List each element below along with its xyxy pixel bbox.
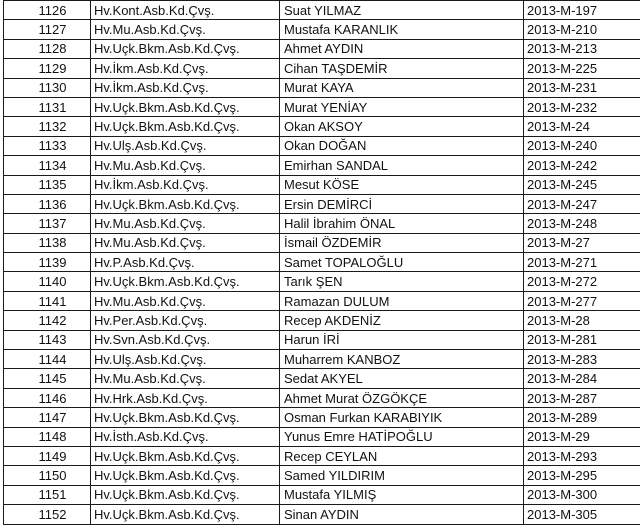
name-cell: Muharrem KANBOZ <box>280 350 524 369</box>
rank-cell: Hv.Uçk.Bkm.Asb.Kd.Çvş. <box>91 117 280 136</box>
row-number-cell: 1148 <box>4 427 91 446</box>
table-row <box>4 59 640 78</box>
registration-code-cell: 2013-M-293 <box>524 446 640 465</box>
personnel-table <box>3 0 640 525</box>
name-cell: Okan DOĞAN <box>280 136 524 155</box>
name-cell: Suat YILMAZ <box>280 1 524 20</box>
registration-code-cell: 2013-M-248 <box>524 214 640 233</box>
table-row <box>4 39 640 58</box>
rank-cell: Hv.İkm.Asb.Kd.Çvş. <box>91 78 280 97</box>
registration-code-cell: 2013-M-287 <box>524 388 640 407</box>
name-cell: Mesut KÖSE <box>280 175 524 194</box>
rank-cell: Hv.İkm.Asb.Kd.Çvş. <box>91 175 280 194</box>
table-row <box>4 1 640 20</box>
rank-cell: Hv.Uçk.Bkm.Asb.Kd.Çvş. <box>91 272 280 291</box>
name-cell: Okan AKSOY <box>280 117 524 136</box>
name-cell: Samed YILDIRIM <box>280 466 524 485</box>
name-cell: Ramazan DULUM <box>280 291 524 310</box>
table-row <box>4 78 640 97</box>
registration-code-cell: 2013-M-225 <box>524 59 640 78</box>
name-cell: Recep CEYLAN <box>280 446 524 465</box>
table-row <box>4 427 640 446</box>
row-number-cell: 1136 <box>4 194 91 213</box>
registration-code-cell: 2013-M-231 <box>524 78 640 97</box>
row-number-cell: 1150 <box>4 466 91 485</box>
registration-code-cell: 2013-M-271 <box>524 253 640 272</box>
rank-cell: Hv.Uçk.Bkm.Asb.Kd.Çvş. <box>91 466 280 485</box>
row-number-cell: 1133 <box>4 136 91 155</box>
registration-code-cell: 2013-M-29 <box>524 427 640 446</box>
name-cell: Osman Furkan KARABIYIK <box>280 408 524 427</box>
rank-cell: Hv.Uçk.Bkm.Asb.Kd.Çvş. <box>91 408 280 427</box>
table-row <box>4 175 640 194</box>
table-row <box>4 253 640 272</box>
row-number-cell: 1145 <box>4 369 91 388</box>
name-cell: Samet TOPALOĞLU <box>280 253 524 272</box>
table-row <box>4 466 640 485</box>
registration-code-cell: 2013-M-210 <box>524 20 640 39</box>
row-number-cell: 1134 <box>4 156 91 175</box>
rank-cell: Hv.Mu.Asb.Kd.Çvş. <box>91 156 280 175</box>
rank-cell: Hv.Uçk.Bkm.Asb.Kd.Çvş. <box>91 39 280 58</box>
name-cell: Emirhan SANDAL <box>280 156 524 175</box>
rank-cell: Hv.Mu.Asb.Kd.Çvş. <box>91 369 280 388</box>
table-row <box>4 136 640 155</box>
rank-cell: Hv.Uçk.Bkm.Asb.Kd.Çvş. <box>91 97 280 116</box>
registration-code-cell: 2013-M-277 <box>524 291 640 310</box>
table-row <box>4 272 640 291</box>
name-cell: Cihan TAŞDEMİR <box>280 59 524 78</box>
registration-code-cell: 2013-M-247 <box>524 194 640 213</box>
table-row <box>4 194 640 213</box>
name-cell: Ahmet Murat ÖZGÖKÇE <box>280 388 524 407</box>
rank-cell: Hv.Uçk.Bkm.Asb.Kd.Çvş. <box>91 505 280 524</box>
registration-code-cell: 2013-M-289 <box>524 408 640 427</box>
table-row <box>4 233 640 252</box>
table-row <box>4 97 640 116</box>
row-number-cell: 1132 <box>4 117 91 136</box>
row-number-cell: 1135 <box>4 175 91 194</box>
row-number-cell: 1144 <box>4 350 91 369</box>
rank-cell: Hv.Svn.Asb.Kd.Çvş. <box>91 330 280 349</box>
row-number-cell: 1131 <box>4 97 91 116</box>
rank-cell: Hv.Mu.Asb.Kd.Çvş. <box>91 291 280 310</box>
registration-code-cell: 2013-M-295 <box>524 466 640 485</box>
row-number-cell: 1141 <box>4 291 91 310</box>
table-row <box>4 388 640 407</box>
table-row <box>4 446 640 465</box>
row-number-cell: 1126 <box>4 1 91 20</box>
table-row <box>4 408 640 427</box>
table-row <box>4 369 640 388</box>
rank-cell: Hv.Ulş.Asb.Kd.Çvş. <box>91 350 280 369</box>
row-number-cell: 1143 <box>4 330 91 349</box>
rank-cell: Hv.Mu.Asb.Kd.Çvş. <box>91 214 280 233</box>
name-cell: Harun İRİ <box>280 330 524 349</box>
registration-code-cell: 2013-M-283 <box>524 350 640 369</box>
rank-cell: Hv.Ulş.Asb.Kd.Çvş. <box>91 136 280 155</box>
name-cell: Mustafa KARANLIK <box>280 20 524 39</box>
name-cell: Sedat AKYEL <box>280 369 524 388</box>
table-row <box>4 311 640 330</box>
row-number-cell: 1149 <box>4 446 91 465</box>
registration-code-cell: 2013-M-305 <box>524 505 640 524</box>
name-cell: Murat YENİAY <box>280 97 524 116</box>
name-cell: Halil İbrahim ÖNAL <box>280 214 524 233</box>
name-cell: Ersin DEMİRCİ <box>280 194 524 213</box>
name-cell: Mustafa YILMIŞ <box>280 485 524 504</box>
rank-cell: Hv.Uçk.Bkm.Asb.Kd.Çvş. <box>91 485 280 504</box>
rank-cell: Hv.Kont.Asb.Kd.Çvş. <box>91 1 280 20</box>
table-row <box>4 117 640 136</box>
rank-cell: Hv.Mu.Asb.Kd.Çvş. <box>91 20 280 39</box>
registration-code-cell: 2013-M-213 <box>524 39 640 58</box>
registration-code-cell: 2013-M-281 <box>524 330 640 349</box>
row-number-cell: 1147 <box>4 408 91 427</box>
rank-cell: Hv.Uçk.Bkm.Asb.Kd.Çvş. <box>91 194 280 213</box>
registration-code-cell: 2013-M-232 <box>524 97 640 116</box>
row-number-cell: 1139 <box>4 253 91 272</box>
name-cell: Sinan AYDIN <box>280 505 524 524</box>
row-number-cell: 1128 <box>4 39 91 58</box>
rank-cell: Hv.Uçk.Bkm.Asb.Kd.Çvş. <box>91 446 280 465</box>
row-number-cell: 1140 <box>4 272 91 291</box>
registration-code-cell: 2013-M-284 <box>524 369 640 388</box>
row-number-cell: 1146 <box>4 388 91 407</box>
row-number-cell: 1142 <box>4 311 91 330</box>
registration-code-cell: 2013-M-242 <box>524 156 640 175</box>
table-row <box>4 20 640 39</box>
row-number-cell: 1151 <box>4 485 91 504</box>
row-number-cell: 1152 <box>4 505 91 524</box>
personnel-table-body <box>4 1 640 525</box>
registration-code-cell: 2013-M-300 <box>524 485 640 504</box>
rank-cell: Hv.Mu.Asb.Kd.Çvş. <box>91 233 280 252</box>
registration-code-cell: 2013-M-240 <box>524 136 640 155</box>
registration-code-cell: 2013-M-28 <box>524 311 640 330</box>
registration-code-cell: 2013-M-197 <box>524 1 640 20</box>
table-row <box>4 350 640 369</box>
row-number-cell: 1138 <box>4 233 91 252</box>
rank-cell: Hv.Per.Asb.Kd.Çvş. <box>91 311 280 330</box>
table-row <box>4 485 640 504</box>
row-number-cell: 1130 <box>4 78 91 97</box>
name-cell: Ahmet AYDIN <box>280 39 524 58</box>
table-row <box>4 291 640 310</box>
registration-code-cell: 2013-M-272 <box>524 272 640 291</box>
name-cell: Tarık ŞEN <box>280 272 524 291</box>
table-row <box>4 156 640 175</box>
row-number-cell: 1127 <box>4 20 91 39</box>
table-row <box>4 214 640 233</box>
row-number-cell: 1129 <box>4 59 91 78</box>
rank-cell: Hv.Hrk.Asb.Kd.Çvş. <box>91 388 280 407</box>
name-cell: Recep AKDENİZ <box>280 311 524 330</box>
row-number-cell: 1137 <box>4 214 91 233</box>
rank-cell: Hv.İkm.Asb.Kd.Çvş. <box>91 59 280 78</box>
name-cell: Murat KAYA <box>280 78 524 97</box>
registration-code-cell: 2013-M-24 <box>524 117 640 136</box>
registration-code-cell: 2013-M-27 <box>524 233 640 252</box>
rank-cell: Hv.P.Asb.Kd.Çvş. <box>91 253 280 272</box>
rank-cell: Hv.İsth.Asb.Kd.Çvş. <box>91 427 280 446</box>
name-cell: İsmail ÖZDEMİR <box>280 233 524 252</box>
table-row <box>4 505 640 524</box>
registration-code-cell: 2013-M-245 <box>524 175 640 194</box>
table-row <box>4 330 640 349</box>
name-cell: Yunus Emre HATİPOĞLU <box>280 427 524 446</box>
